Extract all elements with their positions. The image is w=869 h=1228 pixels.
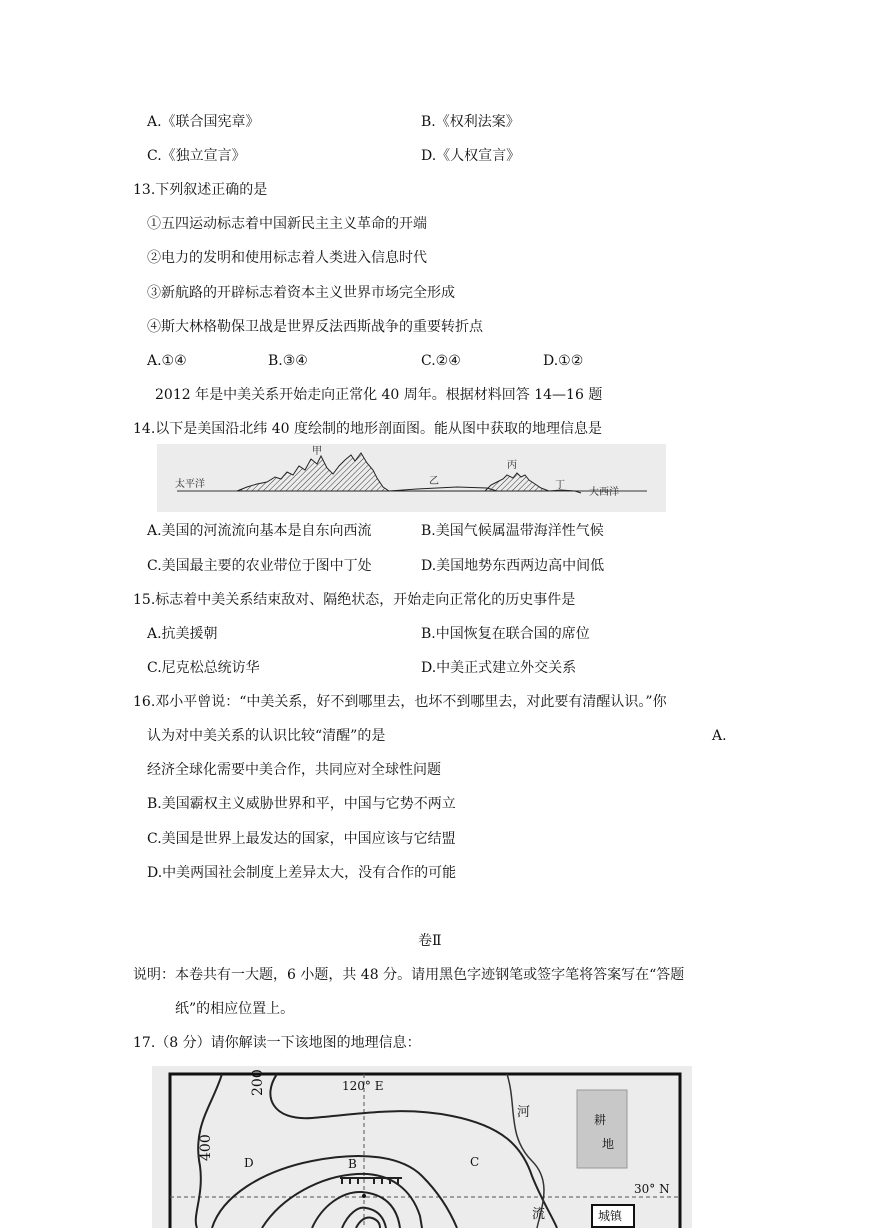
- section-note-line2: 纸”的相应位置上。: [175, 1001, 295, 1017]
- q14-option-d: D.美国地势东西两边高中间低: [421, 558, 605, 574]
- q13-option-a: A.①④: [147, 353, 187, 369]
- q12-option-c: C.《独立宣言》: [147, 148, 246, 164]
- material-intro: 2012 年是中美关系开始走向正常化 40 周年。根据材料回答 14—16 题: [155, 387, 603, 403]
- q16-option-a-label: A.: [712, 728, 727, 744]
- q16-option-b: B.美国霸权主义威胁世界和平，中国与它势不两立: [147, 796, 456, 812]
- point-b-label: B: [348, 1157, 357, 1171]
- contour-map-figure: [152, 1066, 692, 1228]
- latitude-label: 30° N: [634, 1182, 670, 1196]
- q13-stem: 13.下列叙述正确的是: [133, 182, 268, 198]
- terrain-profile-figure: [157, 444, 666, 512]
- q12-option-a: A.《联合国宪章》: [147, 114, 260, 130]
- q16-option-c: C.美国是世界上最发达的国家，中国应该与它结盟: [147, 831, 456, 847]
- label-jia: 甲: [312, 446, 322, 457]
- q14-option-c: C.美国最主要的农业带位于图中丁处: [147, 558, 372, 574]
- label-atlantic: 大西洋: [589, 487, 619, 498]
- section-note-line1: 说明：本卷共有一大题，6 小题，共 48 分。请用黑色字迹钢笔或签字笔将答案写在“答题: [133, 967, 685, 983]
- profile-background: [157, 444, 666, 512]
- section-title: 卷Ⅱ: [418, 933, 442, 949]
- label-ding: 丁: [555, 480, 565, 491]
- q13-option-c: C.②④: [421, 353, 461, 369]
- point-d-label: D: [244, 1156, 254, 1170]
- q12-option-b: B.《权利法案》: [421, 114, 520, 130]
- q13-option-b: B.③④: [268, 353, 308, 369]
- q16-option-a-text: 经济全球化需要中美合作，共同应对全球性问题: [147, 762, 441, 778]
- q16-stem-line2: 认为对中美关系的认识比较“清醒”的是: [147, 728, 386, 744]
- q15-option-a: A.抗美援朝: [147, 626, 218, 642]
- q17-stem: 17.（8 分）请你解读一下该地图的地理信息：: [133, 1035, 421, 1051]
- label-yi: 乙: [429, 476, 439, 487]
- q16-option-d: D.中美两国社会制度上差异太大，没有合作的可能: [147, 865, 457, 881]
- label-pacific: 太平洋: [175, 479, 205, 490]
- longitude-label: 120° E: [342, 1079, 384, 1093]
- q14-option-b: B.美国气候属温带海洋性气候: [421, 523, 604, 539]
- summit-point: [362, 1194, 366, 1198]
- q14-option-a: A.美国的河流流向基本是自东向西流: [147, 523, 372, 539]
- farmland-label-2: 地: [602, 1137, 615, 1151]
- town-label: 城镇: [598, 1209, 623, 1223]
- river-label-liu: 流: [532, 1207, 546, 1222]
- label-bing: 丙: [507, 460, 517, 471]
- q12-option-d: D.《人权宣言》: [421, 148, 521, 164]
- q13-option-d: D.①②: [543, 353, 584, 369]
- q16-stem-line1: 16.邓小平曾说：“中美关系，好不到哪里去，也坏不到哪里去，对此要有清醒认识。”你: [133, 694, 667, 710]
- contour-label-200: 200: [250, 1069, 266, 1096]
- q13-item-4: ④斯大林格勒保卫战是世界反法西斯战争的重要转折点: [147, 319, 483, 335]
- q13-item-2: ②电力的发明和使用标志着人类进入信息时代: [147, 250, 427, 266]
- q15-option-b: B.中国恢复在联合国的席位: [421, 626, 590, 642]
- q13-item-3: ③新航路的开辟标志着资本主义世界市场完全形成: [147, 285, 455, 301]
- q13-item-1: ①五四运动标志着中国新民主主义革命的开端: [147, 216, 427, 232]
- q15-stem: 15.标志着中美关系结束敌对、隔绝状态，开始走向正常化的历史事件是: [133, 592, 576, 608]
- q15-option-c: C.尼克松总统访华: [147, 660, 260, 676]
- farmland-legend-box: [577, 1090, 627, 1168]
- farmland-label-1: 耕: [594, 1113, 607, 1127]
- q14-stem: 14.以下是美国沿北纬 40 度绘制的地形剖面图。能从图中获取的地理信息是: [133, 421, 602, 437]
- q15-option-d: D.中美正式建立外交关系: [421, 660, 577, 676]
- river-label-he: 河: [517, 1105, 531, 1120]
- point-c-label: C: [470, 1155, 480, 1169]
- contour-label-400: 400: [198, 1134, 214, 1161]
